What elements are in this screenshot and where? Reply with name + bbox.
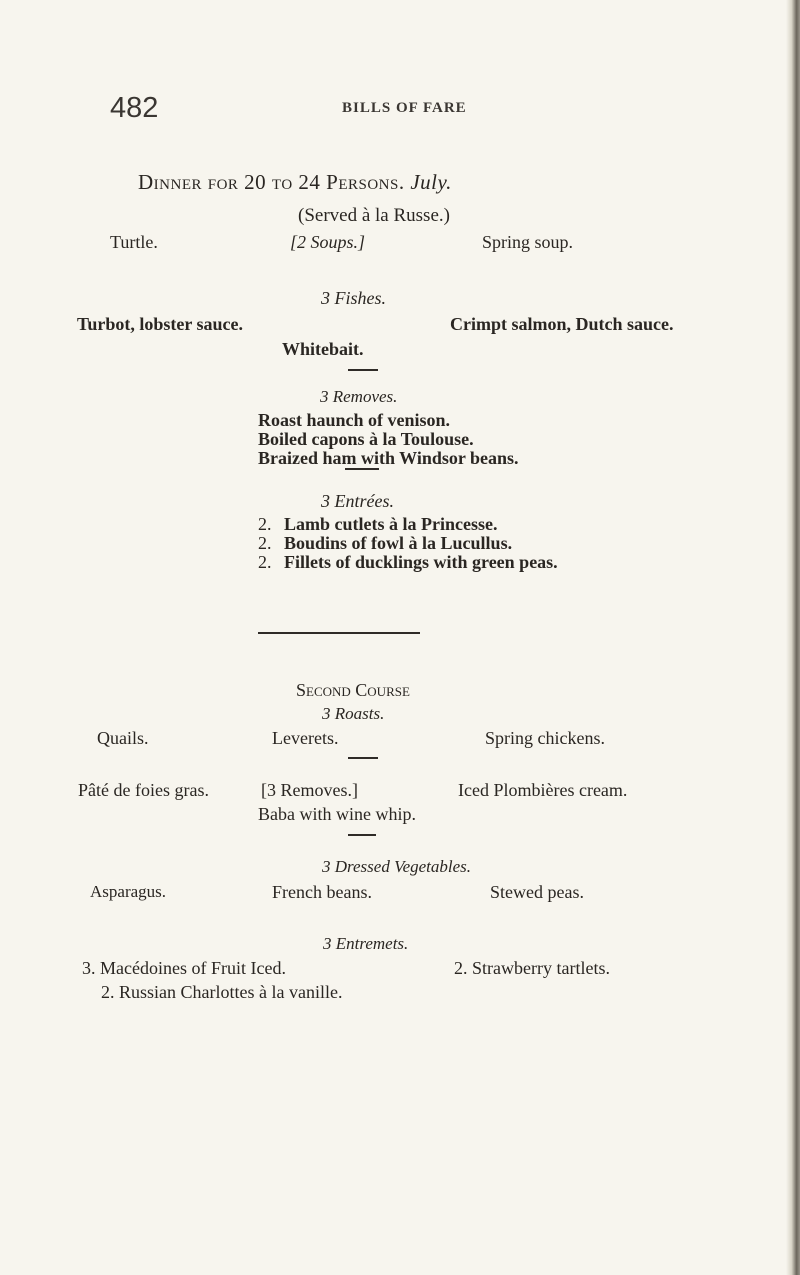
entree-item: [258, 553, 558, 571]
fish-right: Crimpt salmon, Dutch sauce.: [450, 314, 674, 334]
removes-item: Boiled capons à la Toulouse.: [258, 429, 474, 449]
entree-item: [258, 515, 558, 533]
second-course-heading: Second Course: [296, 680, 410, 700]
divider: [345, 468, 379, 470]
service-style: (Served à la Russe.): [298, 205, 450, 226]
divider: [348, 369, 378, 371]
fish-left: Turbot, lobster sauce.: [77, 314, 244, 334]
entree-qty: 2.: [258, 552, 272, 572]
removes-heading: 3 Removes.: [320, 387, 398, 406]
page-edge: [786, 0, 800, 1275]
remove-left: Pâté de foies gras.: [78, 780, 209, 800]
entremets-line2: 2. Russian Charlottes à la vanille.: [101, 982, 343, 1002]
entremets-line1-left: 3. Macédoines of Fruit Iced.: [82, 958, 286, 978]
removes-center: [261, 780, 358, 801]
remove-right: Iced Plombières cream.: [458, 780, 628, 800]
soup-left: Turtle.: [110, 232, 158, 252]
entree-text: Lamb cutlets à la Princesse.: [284, 514, 498, 534]
roasts-heading: 3 Roasts.: [322, 704, 385, 723]
title-month: July.: [410, 170, 452, 194]
page-number: 482: [110, 92, 159, 124]
vegetable-right: Stewed peas.: [490, 882, 584, 902]
divider: [348, 757, 378, 759]
entremets-line1-right: 2. Strawberry tartlets.: [454, 958, 610, 978]
menu-title: [138, 170, 452, 195]
roast-right: Spring chickens.: [485, 728, 605, 748]
vegetable-left: Asparagus.: [90, 882, 167, 901]
vegetable-center: French beans.: [272, 882, 372, 902]
removes-list: [258, 411, 519, 468]
soups-heading: [2 Soups.]: [290, 232, 366, 252]
removes-item: Roast haunch of venison.: [258, 410, 451, 430]
running-head: BILLS OF FARE: [342, 100, 467, 116]
title-main: Dinner for 20 to 24 Persons.: [138, 170, 405, 194]
removes-center-text: [3 Removes.]: [261, 780, 358, 800]
roast-left: Quails.: [97, 728, 149, 748]
fishes-heading: 3 Fishes.: [321, 288, 386, 308]
removes-item: Braized ham with Windsor beans.: [258, 448, 519, 468]
entree-item: [258, 534, 558, 552]
entree-text: Fillets of ducklings with green peas.: [284, 552, 558, 572]
entree-qty: 2.: [258, 533, 272, 553]
section-rule: [258, 632, 420, 634]
entrees-list: [258, 515, 558, 572]
entrees-heading: 3 Entrées.: [321, 491, 394, 511]
divider: [348, 834, 376, 836]
fish-extra: Whitebait.: [282, 339, 364, 359]
roast-center: Leverets.: [272, 728, 339, 748]
entremets-heading: 3 Entremets.: [323, 934, 409, 953]
vegetables-heading: 3 Dressed Vegetables.: [322, 857, 472, 876]
remove-extra: Baba with wine whip.: [258, 804, 416, 824]
entree-qty: 2.: [258, 514, 272, 534]
entree-text: Boudins of fowl à la Lucullus.: [284, 533, 513, 553]
soup-right: Spring soup.: [482, 232, 574, 252]
